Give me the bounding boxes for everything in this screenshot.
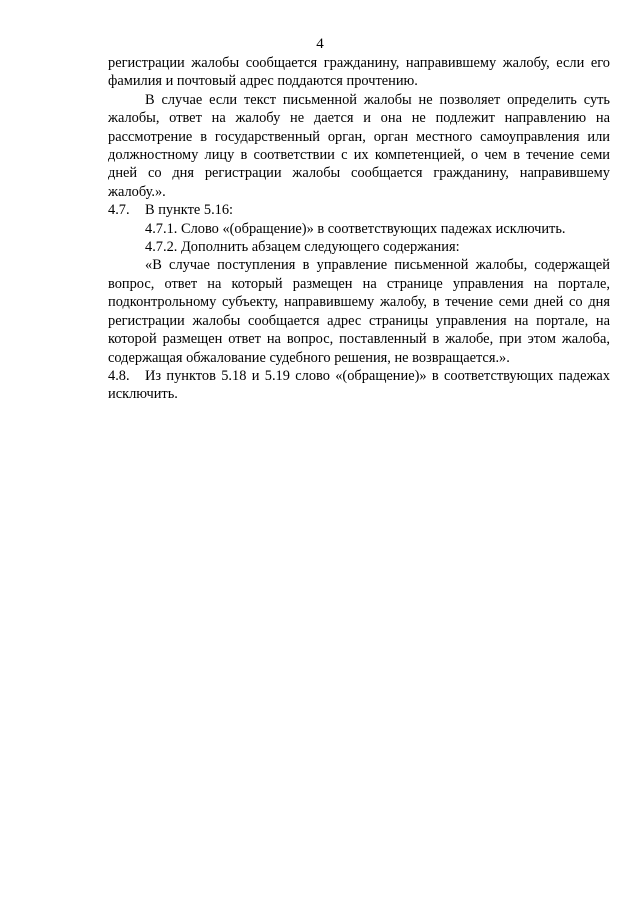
clause-4-7 — [108, 201, 610, 219]
clause-text: Из пунктов 5.18 и 5.19 слово «(обращение)» в соответствующих падежах исключить. — [108, 367, 610, 403]
page-number: 4 — [316, 36, 324, 52]
paragraph-complaint-text: В случае если текст письменной жалобы не позволяет определить суть жалобы, ответ на жалобу не дается и она не подлежит направлению на рассмотрение в государственный орган, орган местного самоуправления или должностному лицу в соответствии с их компетенцией, о чем в течение семи дней со дня регистрации жалобы сообщается гражданину, направившему жалобу.». — [108, 91, 610, 200]
clause-4-7-1: 4.7.1. Слово «(обращение)» в соответствующих падежах исключить. — [145, 220, 566, 237]
clause-text: В пункте 5.16: — [145, 202, 234, 219]
paragraph-added-text: «В случае поступления в управление письменной жалобы, содержащей вопрос, ответ на который размещен на странице управления на портале, подконтрольному субъекту, направившему жалобу, в течение семи дней со дня регистрации жалобы сообщается адрес страницы управления на портале, на которой размещен ответ на вопрос, поставленный в жалобе, при этом жалоба, содержащая обжалование судебного решения, не возвращается.». — [108, 257, 610, 366]
clause-number: 4.7. — [108, 202, 130, 219]
paragraph-continuation: регистрации жалобы сообщается гражданину, направившему жалобу, если его фамилия и почтовый адрес поддаются прочтению. — [108, 55, 610, 90]
clause-4-8 — [108, 367, 610, 404]
clause-number: 4.8. — [108, 367, 130, 384]
document-body — [108, 54, 610, 404]
clause-4-7-2: 4.7.2. Дополнить абзацем следующего содержания: — [145, 239, 460, 256]
